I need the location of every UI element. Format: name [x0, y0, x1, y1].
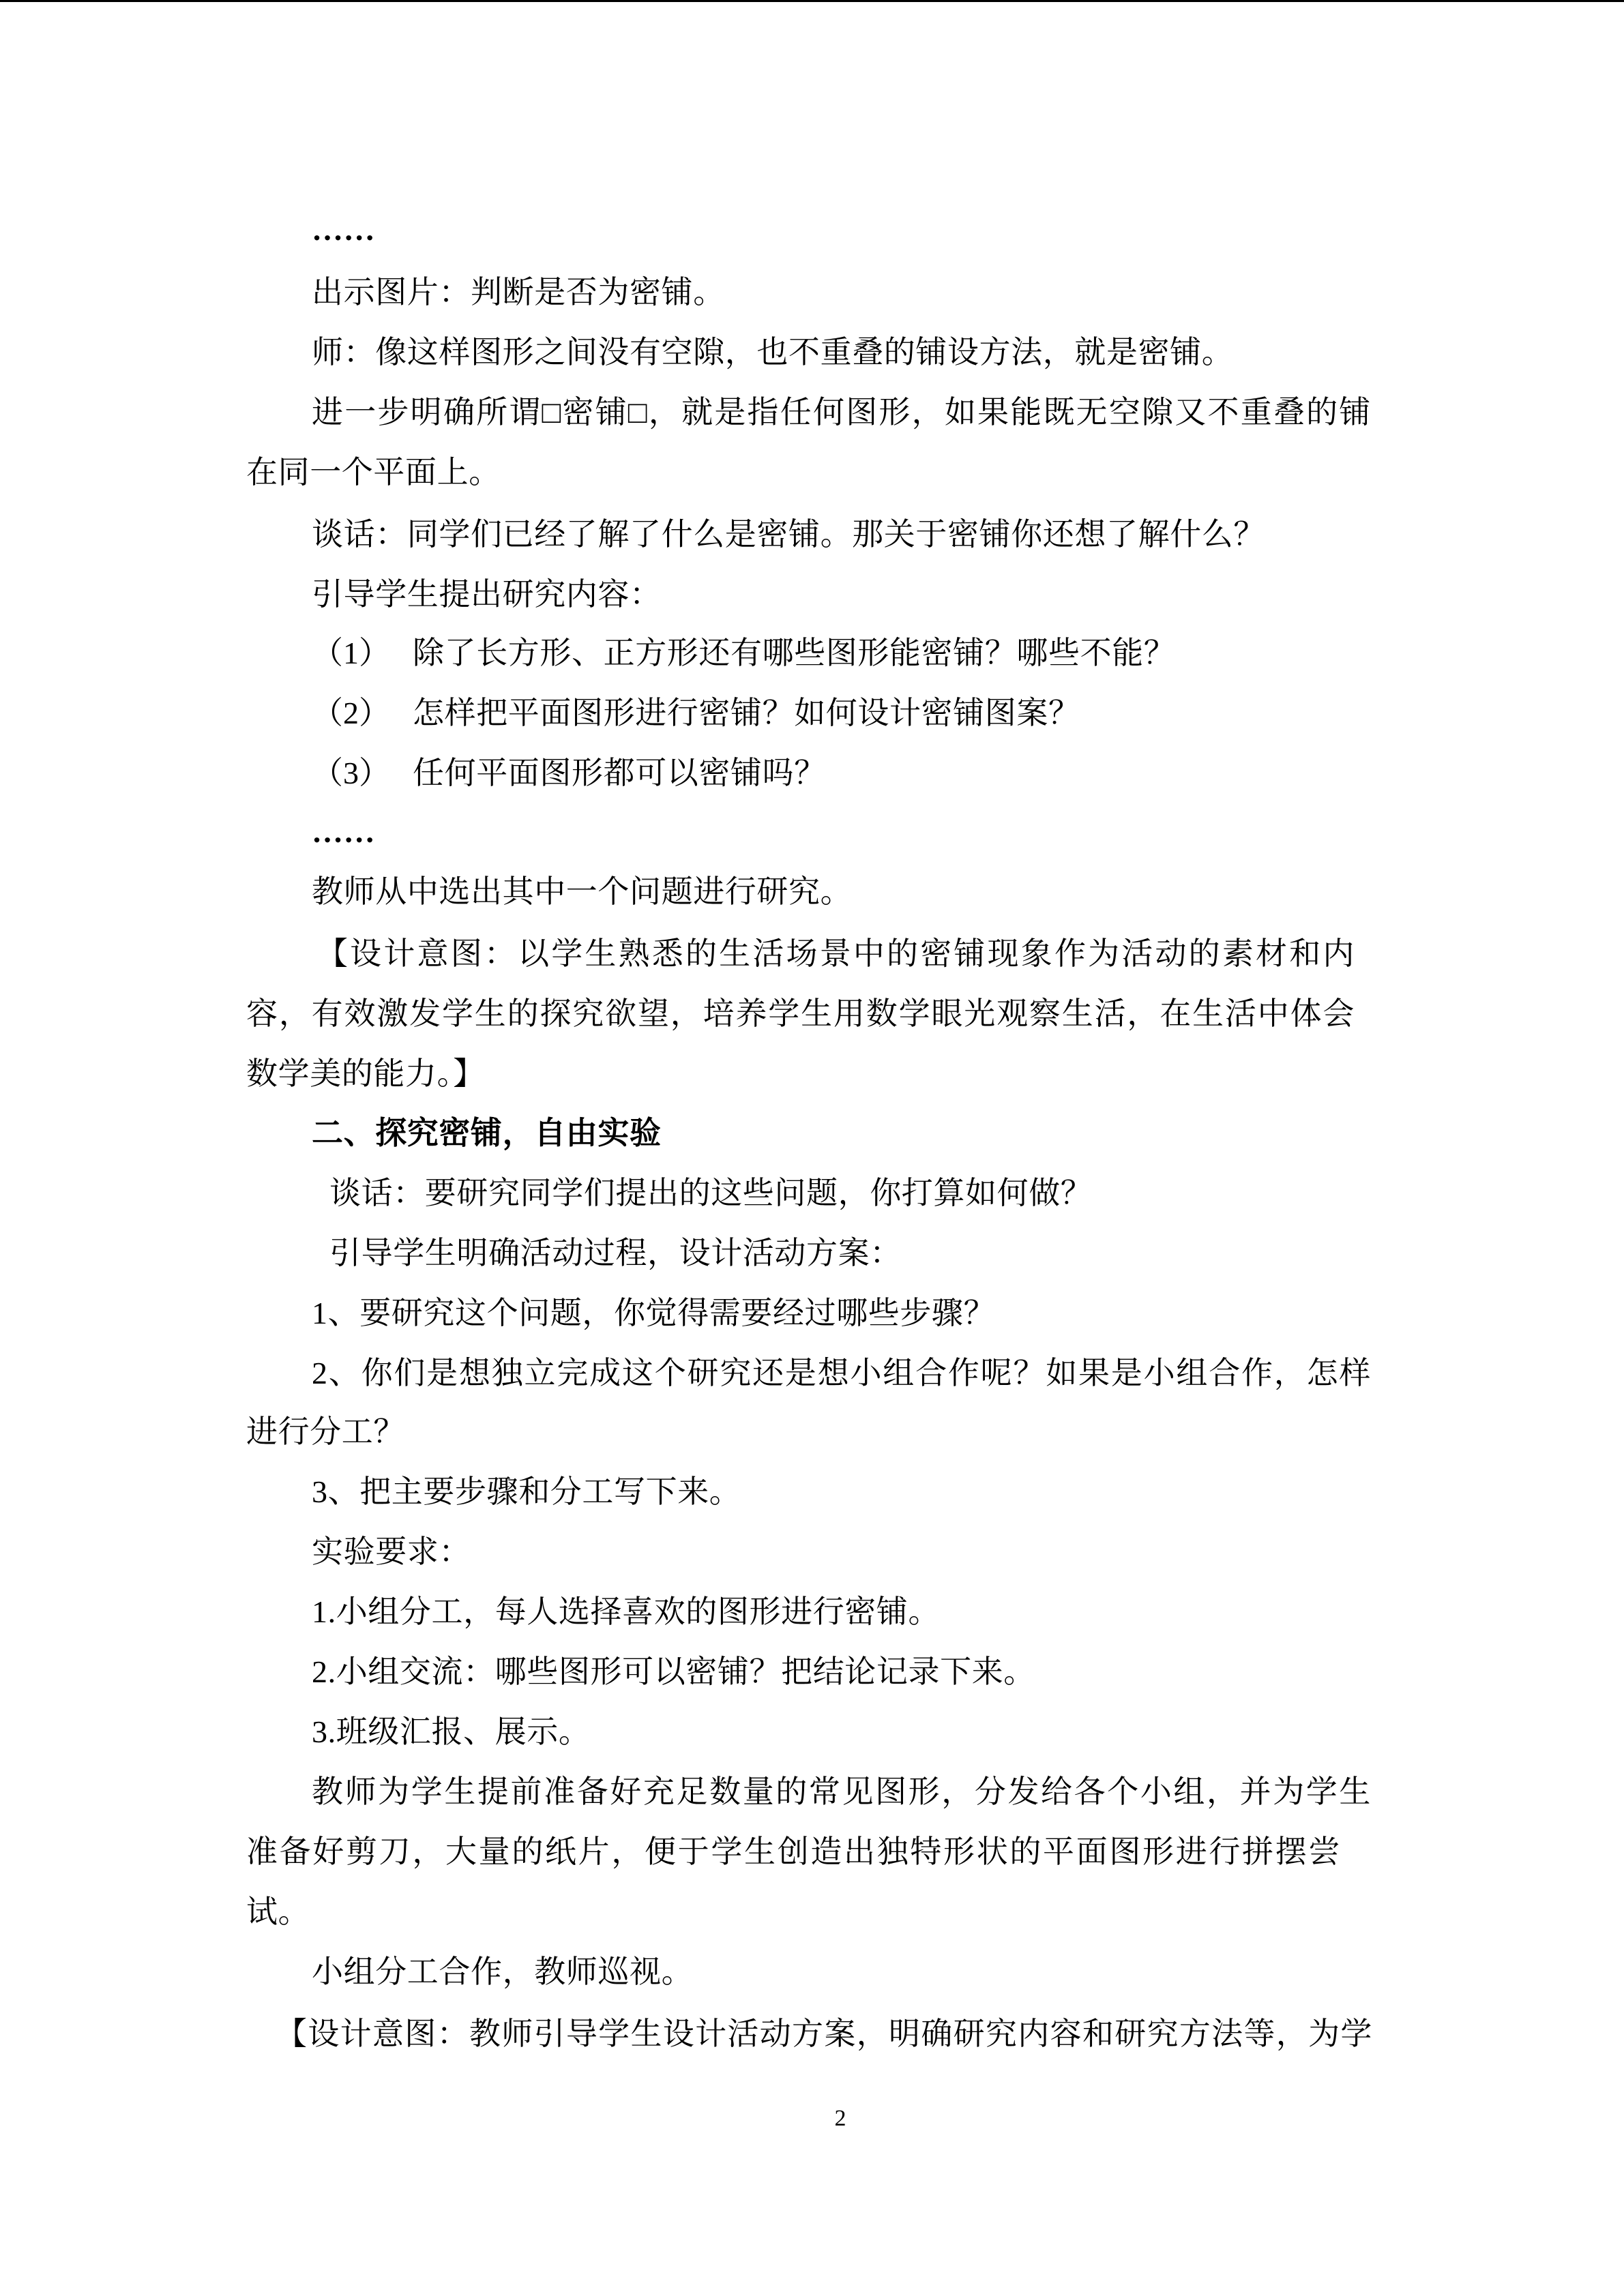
select-question-line: 教师从中选出其中一个问题进行研究。: [312, 874, 853, 909]
section-talk-line: 谈话：要研究同学们提出的这些问题，你打算如何做？: [329, 1176, 1093, 1210]
design-intent-line: 容，有效激发学生的探究欲望，培养学生用数学眼光观察生活，在生活中体会: [246, 995, 1355, 1032]
research-item-label: （2）: [312, 696, 390, 730]
design-intent-line: 【设计意图：以学生熟悉的生活场景中的密铺现象作为活动的素材和内: [316, 935, 1355, 972]
requirement-3: 3.班级汇报、展示。: [312, 1714, 591, 1749]
definition-line-1: 进一步明确所谓□密铺□，就是指任何图形，如果能既无空隙又不重叠的铺: [312, 395, 1371, 430]
step-1: 1、要研究这个问题，你觉得需要经过哪些步骤？: [312, 1296, 996, 1330]
talk-line: 谈话：同学们已经了解了什么是密铺。那关于密铺你还想了解什么？: [312, 517, 1265, 552]
requirement-1: 1.小组分工，每人选择喜欢的图形进行密铺。: [312, 1594, 941, 1629]
section-guide-line: 引导学生明确活动过程，设计活动方案：: [329, 1236, 902, 1270]
cooperate-line: 小组分工合作，教师巡视。: [312, 1954, 694, 1989]
step-2-line-2: 进行分工？: [246, 1414, 405, 1449]
design-intent-2: 【设计意图：教师引导学生设计活动方案，明确研究内容和研究方法等，为学: [276, 2015, 1372, 2052]
research-item-label: （1）: [312, 636, 390, 670]
show-picture-line: 出示图片：判断是否为密铺。: [312, 275, 725, 310]
research-item-text: 怎样把平面图形进行密铺？如何设计密铺图案？: [413, 696, 1080, 730]
research-item-text: 任何平面图形都可以密铺吗？: [413, 756, 826, 790]
section-heading: 二、探究密铺，自由实验: [312, 1116, 662, 1150]
definition-line-2: 在同一个平面上。: [246, 455, 501, 490]
ellipsis-top: ……: [312, 212, 376, 247]
preparation-line-2: 准备好剪刀，大量的纸片，便于学生创造出独特形状的平面图形进行拼摆尝: [246, 1834, 1340, 1869]
requirement-2: 2.小组交流：哪些图形可以密铺？把结论记录下来。: [312, 1654, 1035, 1689]
step-3: 3、把主要步骤和分工写下来。: [312, 1474, 741, 1509]
research-item-text: 除了长方形、正方形还有哪些图形能密铺？哪些不能？: [413, 636, 1176, 670]
ellipsis-bottom: ……: [312, 814, 376, 849]
teacher-line: 师：像这样图形之间没有空隙，也不重叠的铺设方法，就是密铺。: [312, 335, 1234, 370]
top-rule: [0, 0, 1624, 2]
research-item-label: （3）: [312, 756, 390, 790]
page-number: 2: [834, 2106, 846, 2131]
step-2-line-1: 2、你们是想独立完成这个研究还是想小组合作呢？如果是小组合作，怎样: [312, 1356, 1371, 1390]
preparation-line-1: 教师为学生提前准备好充足数量的常见图形，分发给各个小组，并为学生: [312, 1774, 1371, 1809]
requirements-title: 实验要求：: [312, 1534, 471, 1569]
preparation-line-3: 试。: [246, 1894, 310, 1929]
design-intent-line: 数学美的能力。】: [246, 1055, 485, 1092]
guide-line: 引导学生提出研究内容：: [312, 577, 662, 612]
